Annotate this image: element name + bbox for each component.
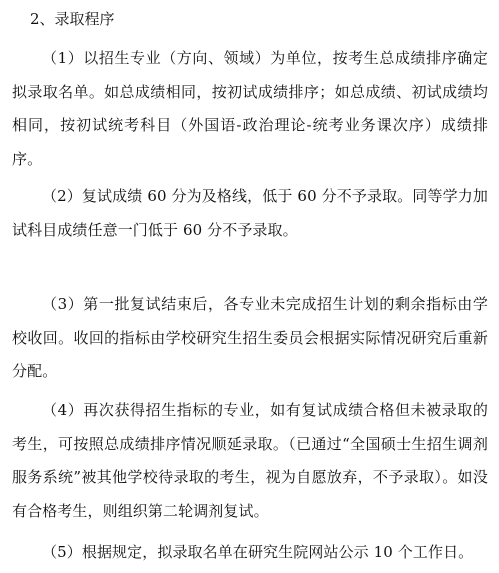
paragraph-3: （3）第一批复试结束后，各专业未完成招生计划的剩余指标由学校收回。收回的指标由学校研究生招生委员会根据实际情况研究后重新分配。 (12, 295, 488, 380)
section-heading: 2、录取程序 (30, 10, 115, 28)
paragraph-1: （1）以招生专业（方向、领域）为单位，按考生总成绩排序确定拟录取名单。如总成绩相同，按初试成绩排序；如总成绩、初试成绩均相同，按初试统考科目（外国语-政治理论-统考业务课次序）成绩排序。 (12, 49, 488, 168)
paragraph-5: （5）根据规定，拟录取名单在研究生院网站公示 10 个工作日。 (42, 543, 474, 561)
paragraph-2: （2）复试成绩 60 分为及格线，低于 60 分不予录取。同等学力加试科目成绩任意一门低于 60 分不予录取。 (12, 187, 488, 239)
paragraph-4: （4）再次获得招生指标的专业，如有复试成绩合格但未被录取的考生，可按照总成绩排序情况顺延录取。（已通过“全国硕士生招生调剂服务系统”被其他学校待录取的考生，视为自愿放弃，不予录取）。如没有合格考生，则组织第二轮调剂复试。 (12, 401, 488, 520)
